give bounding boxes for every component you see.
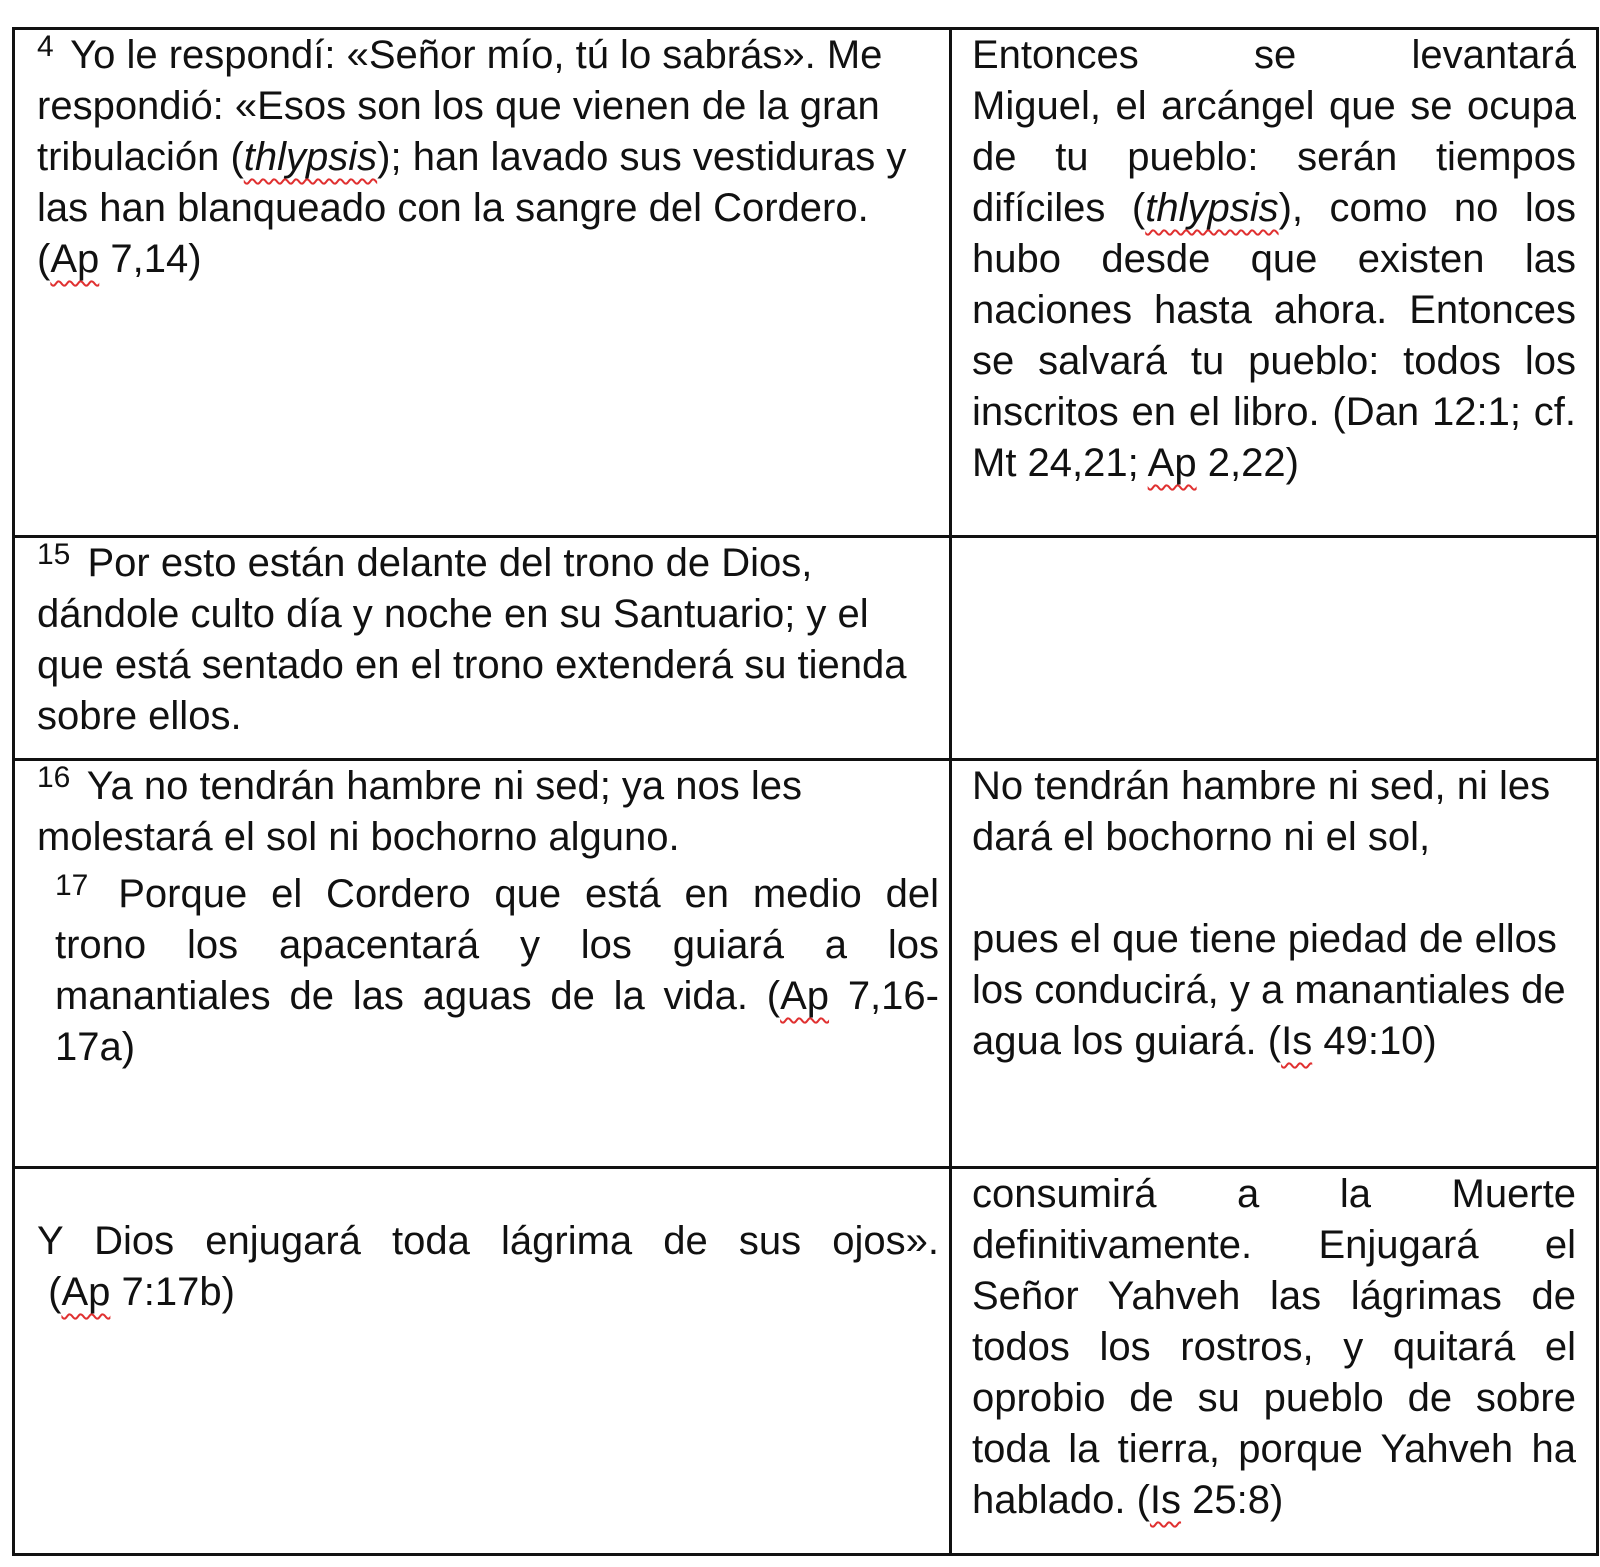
text-run: Porque el Cordero que está en medio del trono los apacentará y los guiará a los manantiales de las aguas de la vida. ( — [55, 872, 939, 1018]
text-run: 25:8) — [1181, 1478, 1284, 1522]
comparison-table — [12, 27, 1599, 1556]
table-row — [14, 1168, 1598, 1555]
paragraph-gap — [37, 1169, 939, 1216]
cell-text — [37, 869, 939, 1073]
text-run: 7,16-17a) — [55, 974, 939, 1069]
cell-first-line: consumirá a la Muerte — [972, 1172, 1576, 1216]
text-run: Ya no tendrán hambre ni sed; ya nos les molestará el sol ni bochorno alguno. — [37, 764, 803, 859]
reference-abbrev: Ap — [1147, 441, 1197, 485]
cell-text — [37, 30, 939, 285]
reference-abbrev: Is — [1281, 1019, 1313, 1063]
cell-text — [972, 81, 1576, 489]
cell-apocalypse-7-14 — [14, 29, 951, 537]
text-run: Yo le respondí: «Señor mío, tú lo sabrás». Me respondió: «Esos son los que vienen de la gran tribulación ( — [37, 33, 883, 179]
text-run: 2,22) — [1196, 441, 1299, 485]
paragraph-gap — [972, 863, 1576, 914]
cell-text — [972, 914, 1576, 1067]
cell-text — [972, 1220, 1576, 1526]
cell-apocalypse-7-16-17a — [14, 760, 951, 1168]
cell-first-line: Entonces se levantará — [972, 33, 1576, 77]
reference-abbrev: Is — [1149, 1478, 1182, 1522]
text-run: pues el que tiene piedad de ellos los conducirá, y a manantiales de agua los guiará. ( — [972, 917, 1566, 1063]
text-run: Miguel, el arcángel que se ocupa de tu pueblo: serán tiempos difíciles ( — [972, 84, 1576, 230]
cell-text — [37, 538, 939, 742]
cell-text — [37, 761, 939, 863]
cell-empty — [951, 537, 1598, 760]
reference-abbrev: Ap — [780, 974, 830, 1018]
cell-text — [37, 1267, 939, 1318]
reference-abbrev: Ap — [50, 237, 100, 281]
cell-text: No tendrán hambre ni sed, ni les dará el bochorno ni el sol, — [972, 764, 1551, 859]
greek-term: thlypsis — [243, 135, 378, 179]
verse-number: 17 — [55, 869, 89, 902]
text-run: 7,14) — [99, 237, 202, 281]
text-run: ( — [37, 1270, 62, 1314]
verse-number: 15 — [37, 538, 71, 571]
cell-first-line: Y Dios enjugará toda lágrima de sus ojos». — [37, 1219, 939, 1263]
text-run: 49:10) — [1312, 1019, 1437, 1063]
text-run: definitivamente. Enjugará el Señor Yahveh las lágrimas de todos los rostros, y quitará el oprobio de su pueblo de sobre toda la tierra, porque Yahveh ha hablado. ( — [972, 1223, 1576, 1522]
text-run: Por esto están delante del trono de Dios, dándole culto día y noche en su Santuario; y el que está sentado en el trono extenderá su tienda sobre ellos. — [37, 541, 907, 738]
text-run: 7:17b) — [110, 1270, 235, 1314]
text-run: ), como no los hubo desde que existen las naciones hasta ahora. Entonces se salvará tu pueblo: todos los inscritos en el libro. (Dan 12:1; cf. Mt 24,21; — [972, 186, 1577, 485]
cell-isaiah-49-10 — [951, 760, 1598, 1168]
cell-apocalypse-7-15 — [14, 537, 951, 760]
text-run: ); han lavado sus vestiduras y las han blanqueado con la sangre del Cordero. ( — [37, 135, 907, 281]
cell-isaiah-25-8 — [951, 1168, 1598, 1555]
table-row — [14, 760, 1598, 1168]
cell-daniel-12-1 — [951, 29, 1598, 537]
table-row — [14, 537, 1598, 760]
verse-number: 4 — [37, 30, 54, 63]
cell-apocalypse-7-17b — [14, 1168, 951, 1555]
verse-number: 16 — [37, 761, 71, 794]
greek-term: thlypsis — [1145, 186, 1279, 230]
table-row — [14, 29, 1598, 537]
reference-abbrev: Ap — [61, 1270, 111, 1314]
